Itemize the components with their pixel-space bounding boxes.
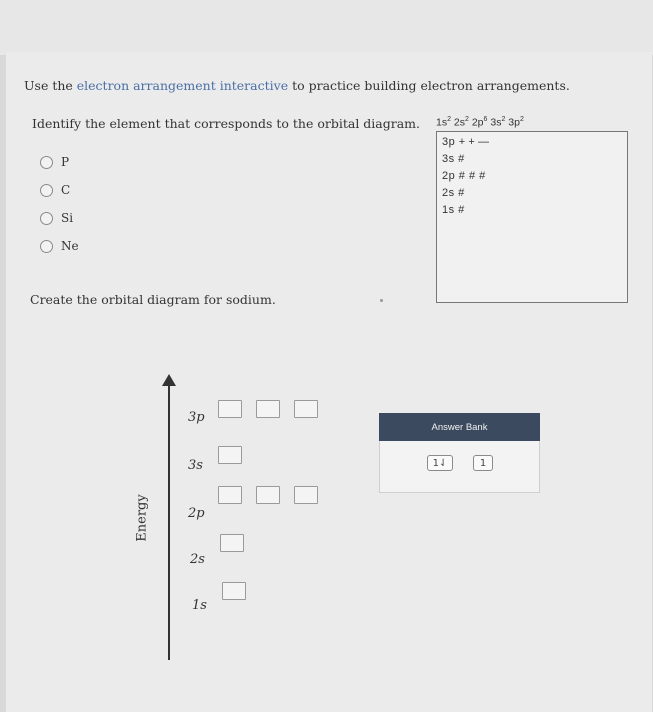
config-orbital: 2s (453, 116, 466, 129)
config-orbital: 3s (490, 116, 502, 129)
radio-button[interactable] (40, 240, 53, 253)
orbital-slot-1s[interactable] (222, 582, 246, 600)
config-count: 2 (447, 116, 451, 123)
choice-si[interactable] (40, 210, 73, 226)
config-count: 2 (465, 116, 469, 123)
question-2-prompt: Create the orbital diagram for sodium. (30, 292, 276, 307)
orbital-line-1s: 1s # (442, 204, 465, 216)
choice-ne[interactable] (40, 238, 79, 254)
orbital-slot-2p-3[interactable] (294, 486, 318, 504)
choice-label: P (61, 155, 70, 169)
config-count: 6 (483, 116, 488, 123)
answer-bank-body (379, 441, 540, 493)
top-band (0, 0, 653, 55)
orbital-slot-2p-1[interactable] (218, 486, 242, 504)
orbital-slot-3p-2[interactable] (256, 400, 280, 418)
choice-label: C (61, 183, 71, 197)
stray-dot (380, 299, 383, 302)
instruction-before: Use the (24, 78, 77, 93)
radio-button[interactable] (40, 212, 53, 225)
level-label-3s: 3s (188, 458, 203, 473)
level-label-2p: 2p (188, 506, 205, 521)
instruction-text (24, 78, 570, 93)
energy-axis (168, 384, 170, 660)
instruction-after: to practice building electron arrangements. (288, 78, 570, 93)
config-orbital: 2p (471, 116, 484, 129)
level-label-3p: 3p (188, 410, 205, 425)
answer-bank-title: Answer Bank (379, 413, 540, 441)
tile-single-electron[interactable]: 1 (473, 455, 493, 471)
radio-button[interactable] (40, 184, 53, 197)
energy-axis-label: Energy (134, 494, 150, 542)
radio-button[interactable] (40, 156, 53, 169)
choice-label: Ne (61, 239, 79, 253)
orbital-diagram-box (436, 131, 628, 303)
config-count: 2 (501, 116, 506, 123)
orbital-line-3p: 3p + + — (442, 136, 490, 148)
orbital-slot-3p-3[interactable] (294, 400, 318, 418)
level-label-2s: 2s (190, 552, 205, 567)
question-1-prompt: Identify the element that corresponds to the orbital diagram. (32, 116, 421, 131)
choice-c[interactable] (40, 182, 70, 198)
electron-arrangement-link[interactable]: electron arrangement interactive (76, 78, 289, 93)
choice-label: Si (61, 211, 74, 225)
choice-p[interactable] (40, 154, 69, 170)
config-orbital: 1s (436, 116, 448, 129)
orbital-line-2s: 2s # (442, 187, 465, 199)
orbital-slot-2s[interactable] (220, 534, 244, 552)
electron-configuration (436, 116, 524, 129)
orbital-line-2p: 2p # # # (442, 170, 486, 182)
config-count: 2 (519, 116, 524, 123)
orbital-line-3s: 3s # (442, 153, 465, 165)
orbital-slot-3p-1[interactable] (218, 400, 242, 418)
level-label-1s: 1s (192, 598, 207, 613)
orbital-slot-2p-2[interactable] (256, 486, 280, 504)
config-orbital: 3p (508, 116, 520, 129)
tile-paired-electrons[interactable]: 1⇃ (427, 455, 453, 471)
orbital-slot-3s[interactable] (218, 446, 242, 464)
